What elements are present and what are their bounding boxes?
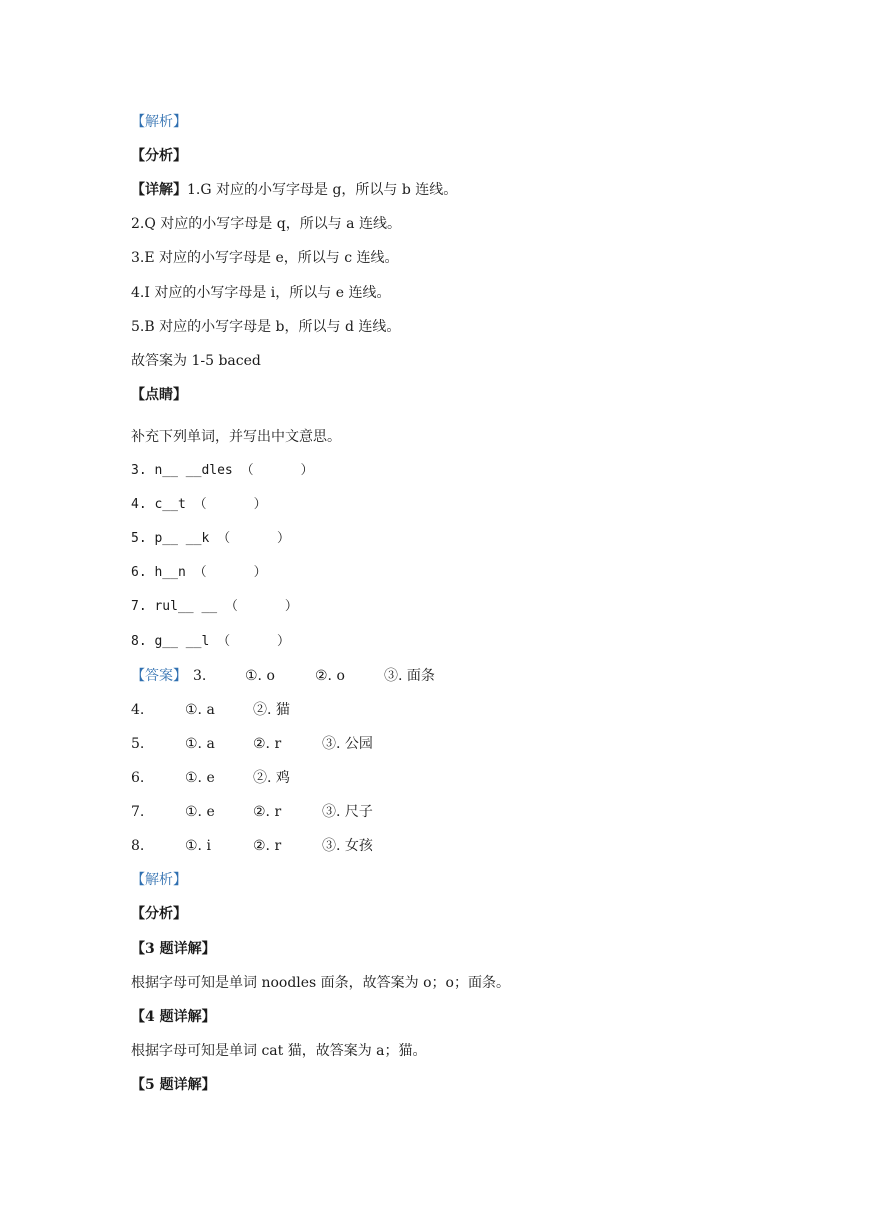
question-item: 5. p__ __k （ ）	[131, 531, 291, 546]
answer-num: 6.	[131, 770, 145, 786]
answer-num: 5.	[131, 736, 145, 752]
analysis-subheading: 【分析】	[131, 906, 187, 922]
answer-row	[131, 735, 531, 753]
answer-blank-1: ①. a	[185, 702, 215, 718]
question-item: 8. g__ __l （ ）	[131, 634, 291, 649]
question-item: 7. rul__ __ （ ）	[131, 599, 298, 614]
answer-row	[131, 667, 531, 685]
answer-blank-3: ③. 女孩	[322, 838, 373, 854]
detail-line-5: 5.B 对应的小写字母是 b，所以与 d 连线。	[131, 319, 401, 335]
answer-blank-2: ②. r	[253, 804, 282, 820]
answer-num: 8.	[131, 838, 145, 854]
answer-row	[131, 701, 531, 719]
detail-line-1	[131, 181, 457, 199]
answer-blank-1: ①. i	[185, 838, 211, 854]
answer-row	[131, 769, 531, 787]
detail-text: 1.G 对应的小写字母是 g，所以与 b 连线。	[187, 182, 458, 198]
tip-heading: 【点睛】	[131, 387, 187, 403]
answer-blank-3: ③. 尺子	[322, 804, 373, 820]
question-item: 3. n__ __dles （ ）	[131, 463, 314, 478]
analysis-heading: 【解析】	[131, 114, 187, 130]
answer-row	[131, 803, 531, 821]
question-item: 6. h__n （ ）	[131, 565, 267, 580]
analysis-heading: 【解析】	[131, 872, 187, 888]
answer-num: 4.	[131, 702, 145, 718]
answer-blank-2: ②. 鸡	[253, 770, 290, 786]
answer-blank-3: ③. 面条	[384, 668, 435, 684]
answer-blank-2: ②. r	[253, 838, 282, 854]
answer-blank-2: ②. o	[315, 668, 345, 684]
answer-blank-1: ①. e	[185, 804, 215, 820]
answer-blank-3: ③. 公园	[322, 736, 373, 752]
answer-blank-1: ①. o	[245, 668, 275, 684]
q4-detail-heading: 【4 题详解】	[131, 1009, 216, 1025]
q3-detail-text: 根据字母可知是单词 noodles 面条，故答案为 o；o；面条。	[131, 975, 510, 991]
answer-num: 3.	[193, 668, 207, 684]
answer-num: 7.	[131, 804, 145, 820]
detail-line-3: 3.E 对应的小写字母是 e，所以与 c 连线。	[131, 250, 399, 266]
q5-detail-heading: 【5 题详解】	[131, 1077, 216, 1093]
answer-blank-1: ①. e	[185, 770, 215, 786]
q3-detail-heading: 【3 题详解】	[131, 941, 216, 957]
detail-line-2: 2.Q 对应的小写字母是 q，所以与 a 连线。	[131, 216, 401, 232]
answer-blank-2: ②. r	[253, 736, 282, 752]
answer-row	[131, 837, 531, 855]
answer-blank-2: ②. 猫	[253, 702, 290, 718]
question-instruction: 补充下列单词，并写出中文意思。	[131, 429, 341, 445]
answer-summary: 故答案为 1-5 baced	[131, 353, 261, 369]
question-item: 4. c__t （ ）	[131, 497, 267, 512]
detail-line-4: 4.I 对应的小写字母是 i，所以与 e 连线。	[131, 285, 391, 301]
detail-heading: 【详解】	[131, 182, 187, 198]
answer-heading: 【答案】	[131, 668, 187, 684]
q4-detail-text: 根据字母可知是单词 cat 猫，故答案为 a；猫。	[131, 1043, 427, 1059]
answer-blank-1: ①. a	[185, 736, 215, 752]
analysis-subheading: 【分析】	[131, 148, 187, 164]
